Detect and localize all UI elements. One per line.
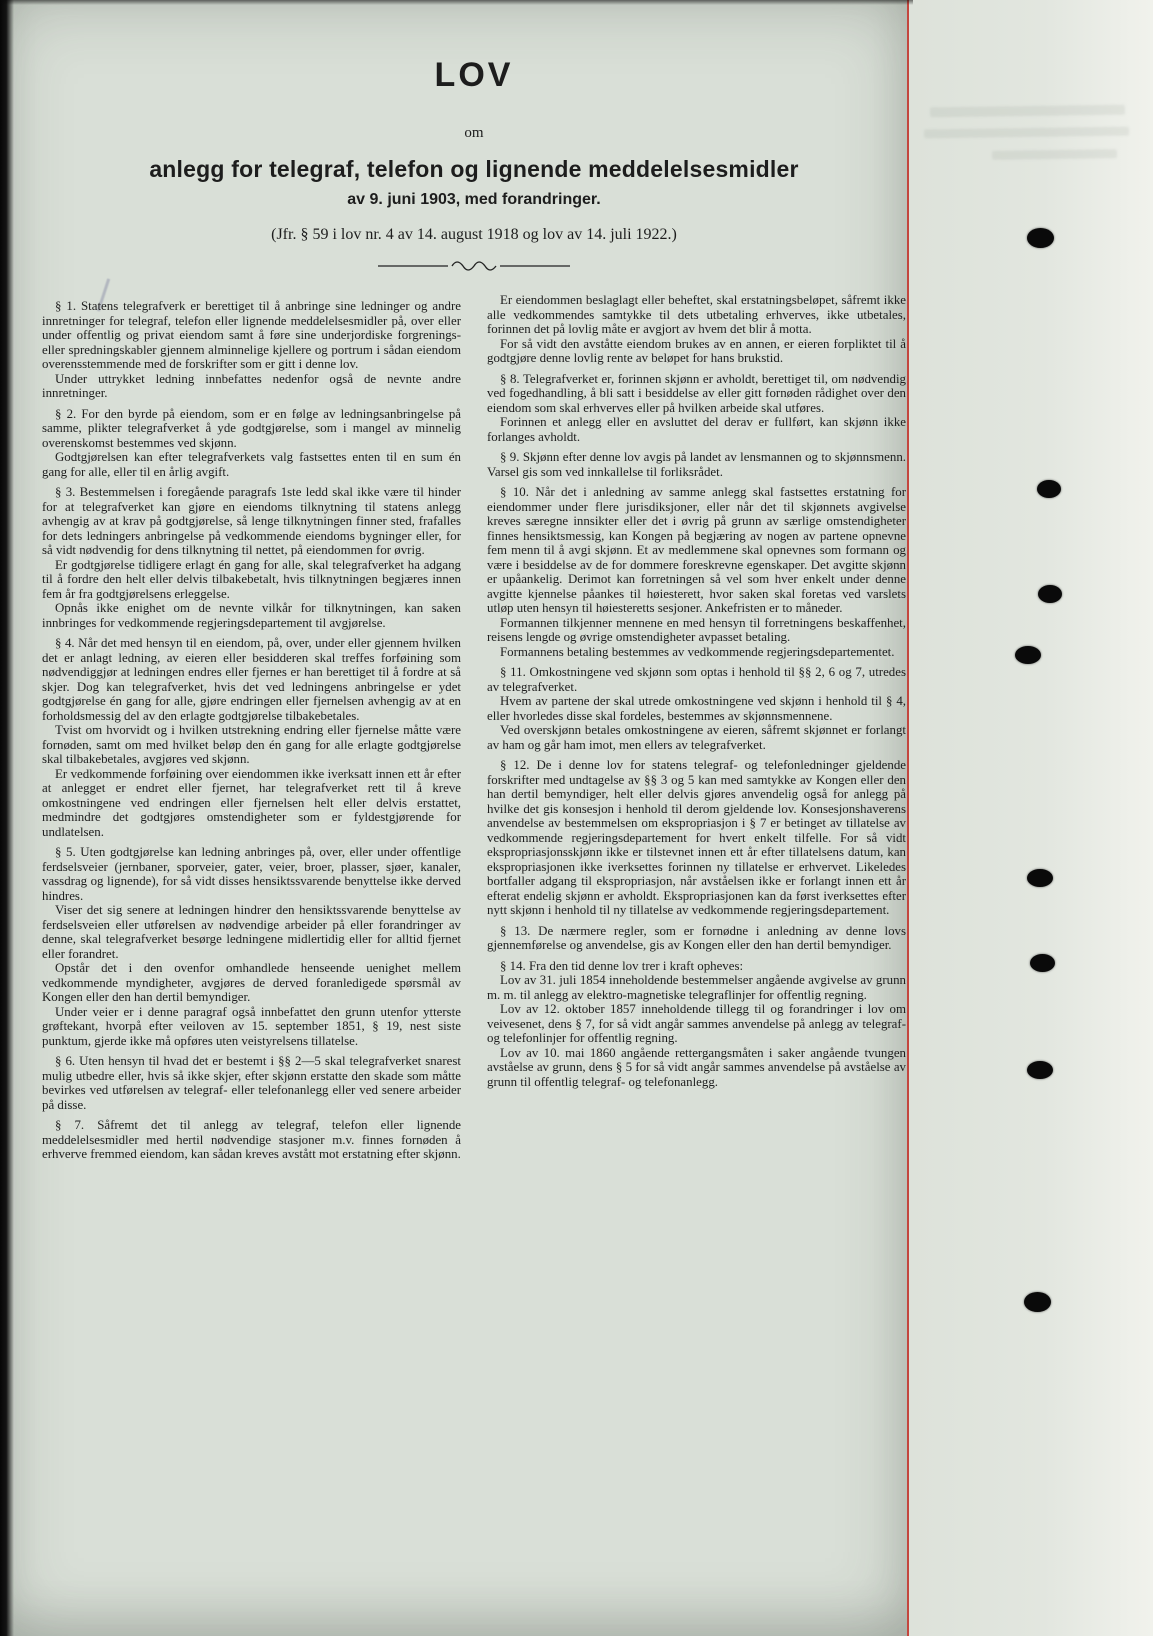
paragraph: Hvem av partene der skal utrede omkostningene ved skjønn i henhold til § 4, eller hvorledes disse skal fordeles, bestemmes av skjønnsmennene. (487, 694, 906, 723)
paragraph: Formannen tilkjenner mennene en med hensyn til forretningens beskaffenhet, reisens lengde og øvrige omstendigheter avpasset betaling. (487, 615, 906, 645)
law-section-paragraph: § 1. Statens telegrafverk er berettiget til å anbringe sine ledninger og andre innretninger for telegraf, telefon eller lignende meddelelsesmidler på, over eller under offentlig og privat eiendom samt å føre sine underjordiske forgrenings- eller spredningskabler gjennem alminnelige kjellere og portrum i sådan eiendom overensstemmende med de forskrifter som er gitt i denne lov. (42, 299, 461, 372)
paragraph: Under veier er i denne paragraf også innbefattet den grunn utenfor ytterste grøftekant, hvorpå efter veiloven av 15. september 1851, § 19, nest siste punktum, gjerde ikke må opføres uten veistyrelsens tillatelse. (42, 1004, 461, 1048)
paragraph: Forinnen et anlegg eller en avsluttet del derav er fullført, kan skjønn ikke forlanges avholdt. (487, 415, 906, 444)
law-heading: LOV (434, 56, 514, 94)
punch-hole (1038, 585, 1062, 603)
paragraph: Er eiendommen beslaglagt eller beheftet, skal erstatningsbeløpet, såfremt ikke alle vedkommendes samtykke til dets utbetaling erhverves, ikke utbetales, forinnen det på lovlig måte er avgjort av hvem det blir å motta. (487, 293, 906, 337)
document-header (42, 58, 906, 274)
punch-hole (1015, 646, 1041, 664)
paragraph: Er godtgjørelse tidligere erlagt én gang for alle, skal telegrafverket ha adgang til å fordre den helt eller delvis tilbakebetalt, hvis tilknytningen begjæres innen fem år fra godtgjørelsens erleggelse. (42, 557, 461, 601)
law-section-paragraph: § 3. Bestemmelsen i foregående paragrafs 1ste ledd skal ikke være til hinder for at telegrafverket kan gjøre en eiendoms tilknytning til statens anlegg avhengig av at krav på godtgjørelse, så lenge tilknytningen finner sted, frafalles for dets ledningers anbringelse på vedkommende eiendoms bygninger eller, for så vidt nødvendig for dens tilknytning til nettet, på eiendommen for øvrig. (42, 485, 461, 558)
paragraph: Under uttrykket ledning innbefattes nedenfor også de nevnte andre innretninger. (42, 371, 461, 401)
scan-edge-shadow (0, 0, 14, 1636)
law-section-paragraph: § 11. Omkostningene ved skjønn som optas i henhold til §§ 2, 6 og 7, utredes av telegrafverket. (487, 665, 906, 694)
law-subtitle: av 9. juni 1903, med forandringer. (347, 191, 601, 209)
law-section-paragraph: § 5. Uten godtgjørelse kan ledning anbringes på, over, eller under offentlige ferdselsveier (jernbaner, sporveier, gater, veier, broer, plasser, sjøer, kanaler, vassdrag og lignende), for så vidt disses hensiktssvarende benyttelse ikke derved hindres. (42, 845, 461, 903)
document-content (42, 58, 906, 1162)
law-section-paragraph: § 13. De nærmere regler, som er fornødne i anledning av denne lovs gjennemførelse og anvendelse, gis av Kongen eller den han dertil bemyndiger. (487, 923, 906, 953)
law-section-paragraph: § 12. De i denne lov for statens telegraf- og telefonledninger gjeldende forskrifter med undtagelse av §§ 3 og 5 kan med samtykke av Kongen eller den han dertil bemyndiger, helt eller delvis gjøres anvendelig også for anlegg på hvilke det gis konsesjon i henhold til derom gjeldende lov. Konsesjonshaverens anvendelse av bestemmelsen om ekspropriasjon i § 7 er betinget av tillatelse av vedkommende regjeringsdepartement for hvert enkelt tilfelle. For så vidt ekspropriasjonsskjønn ikke er tilstevnet innen ett år efter tillatelsens datum, kan ekspropriasjonen ikke iverksettes forinnen ny tillatelse er erhvervet. Likeledes bortfaller adgang til ekspropriasjon, når avståelsen ikke er forlangt innen ett år efterat endelig skjønn er avholdt. Ekspropriasjonen kan da først iverksettes efter nytt skjønn i henhold til ny tillatelse av vedkommende regjeringsdepartement. (487, 758, 906, 918)
paragraph: Opnås ikke enighet om de nevnte vilkår for tilknytningen, kan saken innbringes for vedkommende regjeringsdepartement til avgjørelse. (42, 601, 461, 630)
law-section-paragraph: § 2. For den byrde på eiendom, som er en følge av ledningsanbringelse på samme, plikter telegrafverket å yde godtgjørelse, som i mangel av minnelig overenskomst bestemmes ved skjønn. (42, 406, 461, 450)
law-section-paragraph: § 4. Når det med hensyn til en eiendom, på, over, under eller gjennem hvilken det er anlagt ledning, av eieren eller besidderen skal treffes forføining som nødvendiggjør at ledningen endres eller fjernes er han berettiget til å fordre at så skjer. Dog kan telegrafverket, hvis det ved ledningens anbringelse er ydet godtgjørelse én gang for alle, gjøre endringen eller fjernelsen avhengig av at en forholdsmessig del av den erlagte godtgjørelse tilbakebetales. (42, 636, 461, 723)
paragraph: Viser det sig senere at ledningen hindrer den hensiktssvarende benyttelse av ferdselsveien eller utførelsen av nødvendige arbeider på eller forandringer av denne, skal telegrafverket besørge ledningene midlertidig eller for alltid fjernet eller forandret. (42, 903, 461, 961)
paragraph: Lov av 12. oktober 1857 inneholdende tillegg til og forandringer i lov om veivesenet, dens § 7, for så vidt angår sammes anvendelse på anlegg av telegraf- og telefonlinjer for offentlig regning. (487, 1002, 906, 1046)
punch-hole (1030, 954, 1055, 972)
law-section-paragraph: § 14. Fra den tid denne lov trer i kraft opheves: (500, 958, 744, 973)
punch-hole (1027, 869, 1053, 887)
paragraph: Godtgjørelsen kan efter telegrafverkets valg fastsettes enten til en sum én gang for alle, eller til en årlig avgift. (42, 450, 461, 479)
scan-edge-shadow-top (0, 0, 913, 5)
paragraph: For så vidt den avståtte eiendom brukes av en annen, er eieren forpliktet til å godtgjøre denne lovlig rente av beløpet for hans brukstid. (487, 336, 906, 366)
bleed-through-mark (992, 149, 1117, 160)
two-column-text (42, 293, 906, 1162)
law-reference: (Jfr. § 59 i lov nr. 4 av 14. august 1918 og lov av 14. juli 1922.) (271, 226, 677, 244)
law-section-paragraph: § 9. Skjønn efter denne lov avgis på landet av lensmannen og to skjønnsmenn. Varsel gis som ved innkallelse til forliksrådet. (487, 450, 906, 479)
left-column (42, 293, 461, 1162)
red-margin-line (907, 0, 909, 1636)
paragraph: Tvist om hvorvidt og i hvilken utstrekning endring eller fjernelse måtte være fornøden, samt om med hvilket beløp den én gang for alle erlagte godtgjørelse skal tilbakebetales, avgjøres ved skjønn. (42, 723, 461, 767)
law-title: anlegg for telegraf, telefon og lignende meddelelsesmidler (149, 156, 799, 182)
law-section-paragraph: § 7. Såfremt det til anlegg av telegraf, telefon eller lignende meddelelsesmidler med hertil nødvendige stasjoner m.v. finnes fornøden å erhverve fremmed eiendom, kan sådan kreves avstått mot erstatning efter skjønn. (42, 1118, 461, 1162)
punch-hole (1024, 1292, 1051, 1312)
paragraph: Ved overskjønn betales omkostningene av eieren, såfremt skjønnet er forlangt av ham og går ham imot, men ellers av telegrafverket. (487, 723, 906, 752)
paragraph: Lov av 10. mai 1860 angående rettergangsmåten i saker angående tvungen avståelse av grunn, dens § 5 for så vidt angår sammes anvendelse på avståelse av grunn til offentlig telegraf- og telefonanlegg. (487, 1045, 906, 1089)
punch-hole (1027, 228, 1054, 248)
om-label: om (464, 125, 484, 141)
paragraph: Er vedkommende forføining over eiendommen ikke iverksatt innen ett år efter at anlegget er endret eller fjernet, har telegrafverket rett til å kreve omkostningene ved endringen eller fjernelsen helt eller delvis erstattet, medmindre det godtgjøres omstendigheter som er fyldestgjørende for undlatelsen. (42, 766, 461, 839)
paragraph: Opstår det i den ovenfor omhandlede henseende uenighet mellem vedkommende myndigheter, avgjøres de derved foranledigede spørsmål av Kongen eller den han dertil bemyndiger. (42, 961, 461, 1005)
ornamental-divider-icon (374, 258, 574, 274)
punch-hole (1027, 1061, 1053, 1079)
paragraph: Formannens betaling bestemmes av vedkommende regjeringsdepartementet. (500, 644, 895, 659)
paragraph: Lov av 31. juli 1854 inneholdende bestemmelser angående avgivelse av grunn m. m. til anlegg av elektro-magnetiske telegraflinjer for offentlig regning. (487, 973, 906, 1002)
punch-hole (1037, 480, 1061, 498)
law-section-paragraph: § 10. Når det i anledning av samme anlegg skal fastsettes erstatning for eiendommer under flere jurisdiksjoner, eller når det til skjønnets avgivelse kreves særegne innsikter eller det i øvrig på grunn av særlige omstendigheter finnes hensiktsmessig, kan Kongen på begjæring av nogen av partene opnevne fem menn til å avgi skjønn. Et av medlemmene skal opnevnes som formann og være i besiddelse av de for dommere foreskrevne egenskaper. Det avgitte skjønn er upåankelig. Derimot kan forretningen så vel som hver enkelt under denne avgitte kjennelse påankes til høiesterett, hvor saken skal foretas ved varslets utløp uten hensyn til høiesteretts sesjoner. Ankefristen er to måneder. (487, 485, 906, 616)
ornamental-divider (42, 258, 906, 274)
law-section-paragraph: § 8. Telegrafverket er, forinnen skjønn er avholdt, berettiget til, om nødvendig ved fogedhandling, å bli satt i besiddelse av eller gitt fornøden rådighet over den eiendom som skal erhverves eller på hvilken arbeide skal utføres. (487, 371, 906, 415)
right-column (487, 293, 906, 1162)
law-section-paragraph: § 6. Uten hensyn til hvad det er bestemt i §§ 2—5 skal telegrafverket snarest mulig utbedre eller, hvis så ikke skjer, efter skjønn erstatte den skade som måtte bevirkes ved utførelsen av telegraf- eller telefonanlegg eller ved senere arbeider på disse. (42, 1054, 461, 1112)
